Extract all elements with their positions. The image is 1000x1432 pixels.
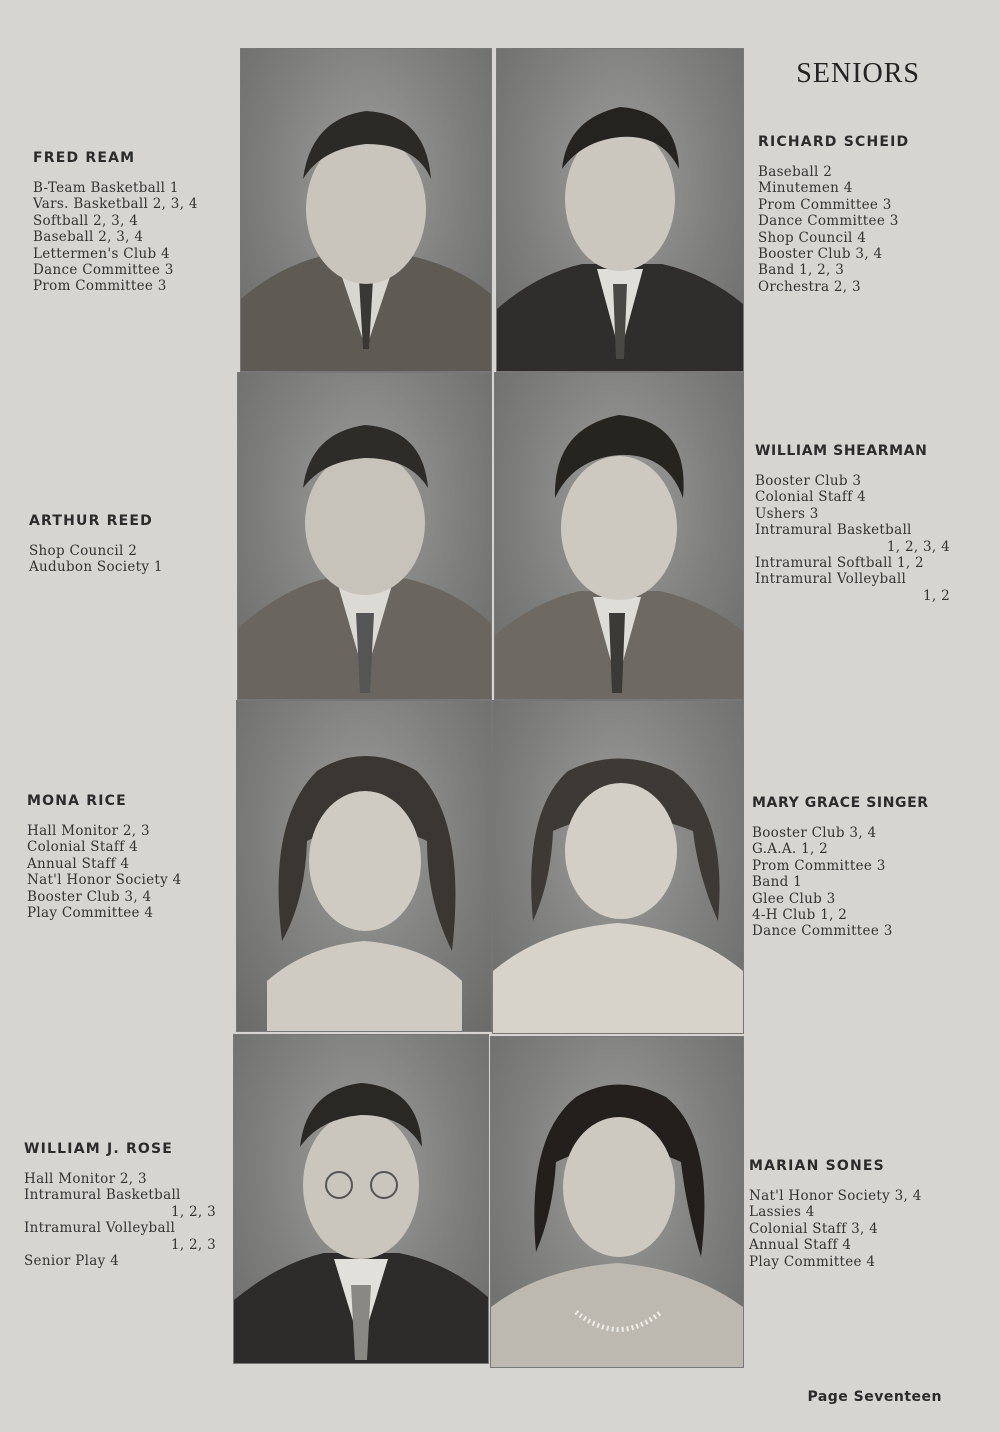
- student-name: WILLIAM SHEARMAN: [755, 443, 928, 459]
- portrait-silhouette: [497, 49, 743, 371]
- activity-item: Softball 2, 3, 4: [33, 212, 139, 229]
- activity-item: Prom Committee 3: [752, 857, 886, 874]
- activity-item: Prom Committee 3: [758, 196, 892, 213]
- portrait-silhouette: [241, 49, 491, 371]
- portrait-photo-william-j-rose: [233, 1034, 489, 1364]
- student-name: MONA RICE: [27, 793, 127, 809]
- portrait-photo-fred-ream: [240, 48, 492, 372]
- student-name: MARIAN SONES: [749, 1158, 885, 1174]
- activity-item: Nat'l Honor Society 4: [27, 872, 182, 889]
- activity-item: Dance Committee 3: [33, 262, 174, 279]
- activity-item: Annual Staff 4: [749, 1237, 852, 1254]
- portrait-photo-marian-sones: [490, 1036, 744, 1368]
- activity-item: Band 1: [752, 874, 802, 891]
- student-block-richard-scheid: [758, 134, 958, 295]
- activity-item: Glee Club 3: [752, 890, 836, 907]
- activity-item: Hall Monitor 2, 3: [24, 1171, 147, 1187]
- portrait-silhouette: [495, 373, 743, 699]
- student-name: MARY GRACE SINGER: [752, 795, 929, 811]
- portrait-silhouette: [238, 373, 491, 699]
- activity-list: [752, 825, 962, 940]
- activity-list: [29, 543, 239, 576]
- activity-item: Hall Monitor 2, 3: [27, 823, 150, 839]
- activity-item: 4-H Club 1, 2: [752, 907, 848, 924]
- activity-item: Vars. Basketball 2, 3, 4: [33, 196, 198, 213]
- portrait-silhouette: [234, 1035, 488, 1363]
- activity-item: Colonial Staff 4: [755, 489, 866, 506]
- student-block-william-j-rose: [24, 1141, 234, 1269]
- activity-item: Shop Council 2: [29, 543, 138, 559]
- activity-item: 1, 2, 3: [170, 1236, 216, 1253]
- activity-item: Colonial Staff 4: [27, 839, 138, 856]
- activity-item: Shop Council 4: [758, 229, 867, 246]
- activity-item: Orchestra 2, 3: [758, 278, 861, 295]
- activity-item: B-Team Basketball 1: [33, 180, 179, 196]
- activity-item: Play Committee 4: [27, 905, 154, 922]
- activity-item: Booster Club 3, 4: [27, 888, 152, 905]
- activity-item: Intramural Basketball: [755, 522, 912, 539]
- activity-item: Baseball 2: [758, 164, 833, 180]
- student-block-mary-grace-singer: [752, 795, 962, 940]
- activity-item: Nat'l Honor Society 3, 4: [749, 1188, 922, 1204]
- activity-item: Booster Club 3, 4: [758, 246, 883, 263]
- activity-item: Intramural Basketball: [24, 1187, 181, 1204]
- activity-item: Intramural Volleyball: [24, 1220, 176, 1237]
- activity-item: Baseball 2, 3, 4: [33, 229, 144, 246]
- activity-item: Dance Committee 3: [752, 923, 893, 940]
- activity-list: [27, 823, 237, 921]
- activity-item: Annual Staff 4: [27, 855, 130, 872]
- student-block-marian-sones: [749, 1158, 959, 1270]
- portrait-photo-richard-scheid: [496, 48, 744, 372]
- activity-list: [33, 180, 243, 295]
- activity-item: Intramural Volleyball: [755, 571, 907, 588]
- portrait-silhouette: [491, 1037, 743, 1367]
- portrait-photo-mary-grace-singer: [492, 700, 744, 1034]
- activity-list: [24, 1171, 234, 1269]
- student-block-mona-rice: [27, 793, 237, 921]
- activity-item: Audubon Society 1: [29, 559, 163, 576]
- portrait-photo-mona-rice: [236, 700, 492, 1032]
- activity-item: 1, 2: [923, 587, 950, 604]
- activity-item: Minutemen 4: [758, 180, 853, 197]
- portrait-photo-william-shearman: [494, 372, 744, 700]
- activity-item: Colonial Staff 3, 4: [749, 1220, 879, 1237]
- activity-item: Play Committee 4: [749, 1253, 876, 1270]
- student-name: ARTHUR REED: [29, 513, 154, 529]
- activity-item: Prom Committee 3: [33, 278, 167, 295]
- activity-item: Senior Play 4: [24, 1253, 119, 1270]
- student-name: RICHARD SCHEID: [758, 134, 910, 150]
- page-title: SENIORS: [796, 58, 920, 89]
- student-block-arthur-reed: [29, 513, 239, 576]
- activity-item: 1, 2, 3: [170, 1203, 216, 1220]
- portrait-silhouette: [237, 701, 491, 1031]
- activity-item: Booster Club 3: [755, 473, 862, 489]
- activity-item: Lettermen's Club 4: [33, 245, 170, 262]
- activity-item: Booster Club 3, 4: [752, 825, 877, 841]
- activity-item: Intramural Softball 1, 2: [755, 555, 924, 572]
- activity-item: G.A.A. 1, 2: [752, 841, 829, 858]
- activity-item: Dance Committee 3: [758, 213, 899, 230]
- activity-list: [755, 473, 965, 604]
- activity-item: Band 1, 2, 3: [758, 262, 845, 279]
- activity-item: Lassies 4: [749, 1204, 815, 1221]
- student-name: WILLIAM J. ROSE: [24, 1141, 174, 1157]
- portrait-silhouette: [493, 701, 743, 1033]
- activity-list: [758, 164, 958, 295]
- activity-item: Ushers 3: [755, 505, 819, 522]
- portrait-photo-arthur-reed: [237, 372, 492, 700]
- page-number: Page Seventeen: [807, 1389, 942, 1405]
- activity-list: [749, 1188, 959, 1270]
- activity-item: 1, 2, 3, 4: [886, 538, 950, 555]
- student-block-fred-ream: [33, 150, 243, 295]
- student-block-william-shearman: [755, 443, 965, 604]
- student-name: FRED REAM: [33, 150, 136, 166]
